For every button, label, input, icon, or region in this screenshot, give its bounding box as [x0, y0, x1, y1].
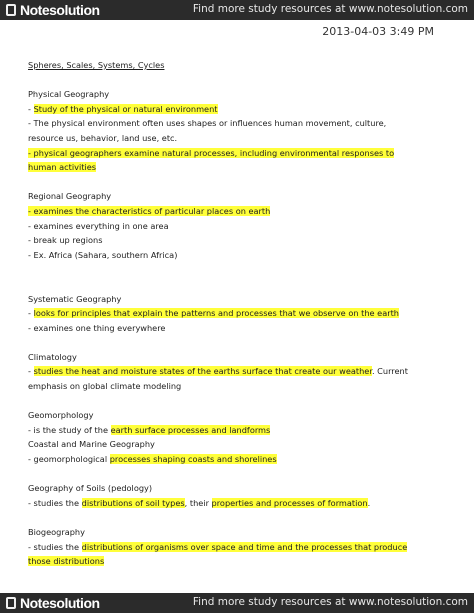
section-heading: Climatology [28, 351, 77, 362]
note-line: - examines one thing everywhere [28, 322, 166, 333]
section-heading: Biogeography [28, 527, 85, 537]
section-heading: Coastal and Marine Geography [28, 439, 155, 450]
highlight: Study of the physical or natural environment [33, 103, 218, 114]
note-line: resource us, behavior, land use, etc. [28, 132, 178, 143]
note-line: - studies the distributions of soil types, their properties and processes of formation. [28, 497, 371, 508]
note-line [28, 146, 448, 161]
section-heading: Geomorphology [28, 410, 94, 421]
notesolution-icon [4, 3, 18, 17]
notesolution-logo[interactable] [4, 2, 100, 18]
highlight: distributions of soil types [81, 497, 185, 508]
logo-text: Notesolution [20, 595, 100, 611]
section-heading: Systematic Geography [28, 293, 122, 304]
highlight: - physical geographers examine natural processes, including environmental responses to [28, 147, 395, 158]
section-heading: Geography of Soils (pedology) [28, 483, 153, 494]
highlight: - examines the characteristics of particular places on earth [28, 205, 271, 216]
note-line [28, 204, 448, 219]
note-line: - studies the distributions of organisms over space and time and the processes that produce [28, 541, 408, 552]
note-line [28, 554, 448, 569]
header-bar [0, 0, 474, 20]
note-line: - Ex. Africa (Sahara, southern Africa) [28, 249, 178, 260]
highlight: properties and processes of formation [211, 497, 368, 508]
notesolution-icon [4, 596, 18, 610]
document-title: Spheres, Scales, Systems, Cycles [28, 60, 165, 70]
note-line: - break up regions [28, 235, 103, 246]
footer-tagline[interactable]: Find more study resources at www.notesolution.com [192, 596, 468, 608]
highlight: human activities [28, 162, 97, 173]
highlight: studies the heat and moisture states of the earths surface that create our weather [33, 366, 372, 377]
logo-text: Notesolution [20, 2, 100, 18]
footer-bar [0, 593, 474, 613]
highlight: those distributions [28, 556, 105, 567]
section-heading: Physical Geography [28, 89, 110, 100]
note-line: - The physical environment often uses shapes or influences human movement, culture, [28, 118, 387, 129]
highlight: earth surface processes and landforms [110, 424, 271, 435]
note-line: - Study of the physical or natural environment [28, 103, 218, 114]
timestamp: 2013-04-03 3:49 PM [322, 25, 434, 38]
note-line: - examines everything in one area [28, 220, 169, 231]
note-line: emphasis on global climate modeling [28, 381, 182, 392]
highlight: processes shaping coasts and shorelines [109, 454, 277, 465]
note-line: - studies the heat and moisture states of the earths surface that create our weather. Current [28, 366, 408, 377]
section-heading: Regional Geography [28, 191, 112, 202]
highlight: looks for principles that explain the patterns and processes that we observe on the earth [33, 308, 399, 319]
header-tagline[interactable]: Find more study resources at www.notesolution.com [192, 3, 468, 15]
highlight: distributions of organisms over space and time and the processes that produce [81, 541, 408, 552]
notesolution-logo[interactable] [4, 595, 100, 611]
document-body [28, 58, 448, 569]
note-line: - geomorphological processes shaping coasts and shorelines [28, 454, 277, 465]
note-line: - is the study of the earth surface processes and landforms [28, 424, 271, 435]
note-line [28, 160, 448, 175]
note-line: - looks for principles that explain the patterns and processes that we observe on the earth [28, 308, 399, 319]
